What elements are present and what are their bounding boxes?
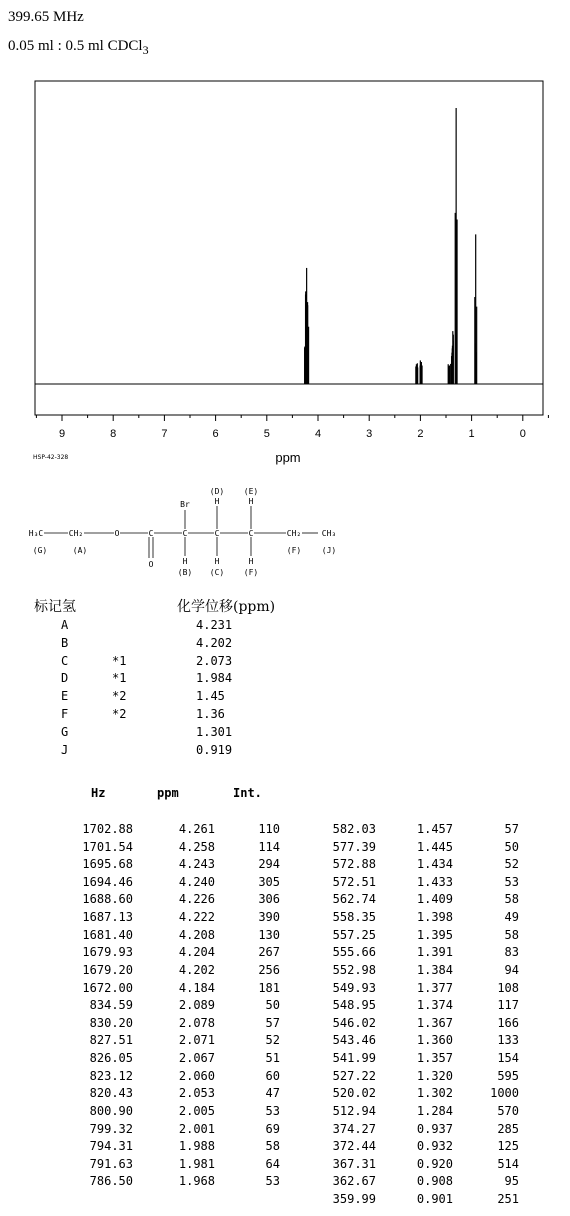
peak-ppm: 4.184 [178, 980, 215, 995]
peak-int: 52 [504, 857, 519, 872]
peak-hz: 541.99 [332, 1051, 376, 1066]
peak-table-row [0, 822, 570, 836]
shift-column-header: 化学位移(ppm) [177, 599, 276, 615]
tag-f-right: (F) [286, 546, 302, 555]
assignment-note: *2 [112, 689, 127, 704]
atom-ch3: CH₃ [321, 529, 337, 538]
peak-hz: 367.31 [332, 1156, 376, 1171]
peak-hz: 362.67 [332, 1174, 376, 1189]
assignment-row [0, 743, 300, 757]
peak-ppm: 1.457 [416, 822, 453, 836]
peak-int: 58 [504, 892, 519, 907]
peak-ppm: 0.932 [416, 1139, 453, 1154]
peak-int: 58 [265, 1139, 280, 1154]
assignment-row [0, 636, 300, 650]
peak-hz: 799.32 [89, 1121, 133, 1136]
peak-table-row [0, 840, 570, 854]
assignment-shift: 1.301 [196, 724, 233, 739]
ppm-header: ppm [157, 786, 179, 800]
peak-int: 125 [497, 1139, 519, 1154]
peak-ppm: 2.060 [178, 1068, 215, 1083]
peak-int: 570 [497, 1103, 519, 1118]
peak-int: 95 [504, 1174, 519, 1189]
atom-h-c: H [214, 557, 220, 566]
peak-table-row [0, 1139, 570, 1153]
peak-ppm: 4.202 [178, 962, 215, 977]
peak-table-row [0, 981, 570, 995]
atom-o-ester: O [114, 529, 120, 538]
x-axis-tick-label: 1 [468, 428, 475, 440]
peak-int: 57 [504, 822, 519, 836]
spectrum-peaks [305, 108, 477, 384]
assignment-row [0, 618, 300, 632]
peak-hz: 543.46 [332, 1033, 376, 1048]
atom-h-b: H [182, 557, 188, 566]
peak-ppm: 1.320 [416, 1068, 453, 1083]
atom-h-f: H [248, 557, 254, 566]
peak-hz: 823.12 [89, 1068, 133, 1083]
peak-int: 114 [258, 839, 280, 854]
atom-h-d: H [214, 497, 220, 506]
peak-int: 108 [497, 980, 519, 995]
tag-j: (J) [321, 546, 337, 555]
peak-ppm: 2.053 [178, 1086, 215, 1101]
atom-h3c: H₃C [28, 529, 44, 538]
peak-hz: 552.98 [332, 962, 376, 977]
x-axis-tick-label: 2 [417, 428, 424, 440]
peak-hz: 1679.93 [82, 945, 133, 960]
peak-ppm: 1.395 [416, 927, 453, 942]
peak-hz: 548.95 [332, 998, 376, 1013]
tag-f-bottom: (F) [243, 568, 259, 577]
x-axis-tick-labels [59, 428, 526, 440]
peak-ppm: 2.089 [178, 998, 215, 1013]
peak-hz: 572.88 [332, 857, 376, 872]
peak-hz: 820.43 [89, 1086, 133, 1101]
peak-hz: 1701.54 [82, 839, 133, 854]
peak-int: 47 [265, 1086, 280, 1101]
peak-hz: 786.50 [89, 1174, 133, 1189]
peak-hz: 827.51 [89, 1033, 133, 1048]
peak-ppm: 1.302 [416, 1086, 453, 1101]
peak-hz: 1681.40 [82, 927, 133, 942]
peak-ppm: 4.243 [178, 857, 215, 872]
peak-int: 514 [497, 1156, 519, 1171]
atom-ch2-right: CH₂ [286, 529, 302, 538]
peak-ppm: 4.258 [178, 839, 215, 854]
peak-hz: 1694.46 [82, 874, 133, 889]
peak-ppm: 1.360 [416, 1033, 453, 1048]
atom-o-carbonyl: O [148, 560, 154, 569]
atom-br: Br [180, 500, 190, 509]
peak-int: 110 [258, 822, 280, 836]
peak-int: 390 [258, 910, 280, 925]
peak-table-row [0, 1192, 570, 1206]
peak-ppm: 4.226 [178, 892, 215, 907]
peak-hz: 549.93 [332, 980, 376, 995]
peak-hz: 830.20 [89, 1015, 133, 1030]
peak-ppm: 2.001 [178, 1121, 215, 1136]
peak-int: 53 [504, 874, 519, 889]
peak-ppm: 1.357 [416, 1051, 453, 1066]
atom-h-e: H [248, 497, 254, 506]
assignment-row [0, 689, 300, 703]
peak-table-row [0, 963, 570, 977]
peak-table-row [0, 1104, 570, 1118]
peak-int: 1000 [490, 1086, 519, 1101]
peak-hz: 800.90 [89, 1103, 133, 1118]
peak-ppm: 2.078 [178, 1015, 215, 1030]
assignment-row [0, 725, 300, 739]
tag-b: (B) [177, 568, 193, 577]
peak-hz: 546.02 [332, 1015, 376, 1030]
peak-ppm: 1.284 [416, 1103, 453, 1118]
x-axis-tick-label: 6 [212, 428, 219, 440]
x-axis-tick-label: 8 [110, 428, 117, 440]
assignment-label: G [61, 724, 69, 739]
peak-int: 64 [265, 1156, 280, 1171]
peak-hz: 791.63 [89, 1156, 133, 1171]
peak-table-row [0, 857, 570, 871]
peak-ppm: 4.208 [178, 927, 215, 942]
peak-ppm: 1.433 [416, 874, 453, 889]
peak-hz: 572.51 [332, 874, 376, 889]
atom-c-beta: C [214, 529, 220, 538]
atom-c-gamma: C [248, 529, 254, 538]
peak-hz: 1695.68 [82, 857, 133, 872]
peak-hz: 1702.88 [82, 822, 133, 836]
peak-int: 52 [265, 1033, 280, 1048]
peak-table-row [0, 892, 570, 906]
x-axis-label: ppm [275, 450, 301, 465]
peak-hz: 558.35 [332, 910, 376, 925]
peak-hz: 582.03 [332, 822, 376, 836]
peak-table-row [0, 1051, 570, 1065]
peak-ppm: 0.937 [416, 1121, 453, 1136]
sample-text: 0.05 ml : 0.5 ml CDCl [8, 38, 143, 54]
tag-d: (D) [209, 487, 225, 496]
x-axis-tick-label: 0 [519, 428, 526, 440]
peak-int: 57 [265, 1015, 280, 1030]
peak-ppm: 0.920 [416, 1156, 453, 1171]
hz-header: Hz [91, 786, 106, 800]
label-column-header: 标记氢 [34, 599, 76, 615]
peak-table-row [0, 1033, 570, 1047]
peak-ppm: 4.261 [178, 822, 215, 836]
peak-hz: 512.94 [332, 1103, 376, 1118]
peak-table-row [0, 928, 570, 942]
peak-hz: 826.05 [89, 1051, 133, 1066]
x-axis-ticks [36, 415, 548, 421]
assignment-label: E [61, 689, 69, 704]
tag-g: (G) [32, 546, 48, 555]
peak-int: 130 [258, 927, 280, 942]
peak-hz: 359.99 [332, 1192, 376, 1207]
tag-c: (C) [209, 568, 225, 577]
x-axis-tick-label: 3 [366, 428, 373, 440]
peak-hz: 1679.20 [82, 962, 133, 977]
peak-ppm: 0.901 [416, 1192, 453, 1207]
plot-frame [35, 81, 543, 415]
peak-int: 256 [258, 962, 280, 977]
peak-ppm: 1.981 [178, 1156, 215, 1171]
peak-int: 83 [504, 945, 519, 960]
assignment-row [0, 654, 300, 668]
tag-a: (A) [72, 546, 88, 555]
assignment-label: F [61, 707, 69, 721]
peak-int: 166 [497, 1015, 519, 1030]
x-axis-tick-label: 7 [161, 428, 168, 440]
peak-int: 133 [497, 1033, 519, 1048]
peak-ppm: 4.222 [178, 910, 215, 925]
peak-int: 181 [258, 980, 280, 995]
atom-labels [29, 487, 336, 577]
peak-hz: 1687.13 [82, 910, 133, 925]
peak-hz: 555.66 [332, 945, 376, 960]
molecule-structure [28, 484, 348, 580]
peak-table-row [0, 1122, 570, 1136]
peak-int: 305 [258, 874, 280, 889]
peak-int: 53 [265, 1174, 280, 1189]
peak-int: 50 [265, 998, 280, 1013]
assignment-shift: 0.919 [196, 742, 233, 757]
assignment-label: A [61, 618, 69, 632]
peak-ppm: 4.240 [178, 874, 215, 889]
atom-ch2-left: CH₂ [68, 529, 84, 538]
peak-hz: 520.02 [332, 1086, 376, 1101]
peak-ppm: 1.374 [416, 998, 453, 1013]
peak-hz: 374.27 [332, 1121, 376, 1136]
peak-int: 53 [265, 1103, 280, 1118]
assignment-shift: 1.45 [196, 689, 225, 704]
spectrometer-frequency: 399.65 MHz [8, 9, 84, 25]
assignment-shift: 1.984 [196, 671, 233, 686]
peak-ppm: 2.005 [178, 1103, 215, 1118]
assignment-shift: 4.231 [196, 618, 233, 632]
peak-int: 51 [265, 1051, 280, 1066]
peak-ppm: 1.377 [416, 980, 453, 995]
x-axis-tick-label: 5 [263, 428, 270, 440]
peak-int: 595 [497, 1068, 519, 1083]
peak-hz: 562.74 [332, 892, 376, 907]
peak-int: 94 [504, 962, 519, 977]
peak-int: 285 [497, 1121, 519, 1136]
peak-ppm: 1.367 [416, 1015, 453, 1030]
peak-int: 294 [258, 857, 280, 872]
peak-int: 60 [265, 1068, 280, 1083]
peak-ppm: 2.067 [178, 1051, 215, 1066]
peak-ppm: 0.908 [416, 1174, 453, 1189]
atom-c-alpha: C [182, 529, 188, 538]
assignment-shift: 2.073 [196, 653, 233, 668]
peak-int: 267 [258, 945, 280, 960]
peak-ppm: 1.391 [416, 945, 453, 960]
peak-table-row [0, 1174, 570, 1188]
peak-ppm: 1.384 [416, 962, 453, 977]
peak-table-row [0, 998, 570, 1012]
peak-table-row [0, 875, 570, 889]
peak-hz: 1688.60 [82, 892, 133, 907]
peak-ppm: 1.434 [416, 857, 453, 872]
peak-int: 117 [497, 998, 519, 1013]
peak-hz: 372.44 [332, 1139, 376, 1154]
assignment-note: *1 [112, 653, 127, 668]
peak-int: 69 [265, 1121, 280, 1136]
x-axis-tick-label: 9 [58, 428, 66, 440]
peak-hz: 577.39 [332, 839, 376, 854]
atom-c-carbonyl: C [148, 529, 154, 538]
assignment-row [0, 671, 300, 685]
x-axis-tick-label: 4 [314, 428, 322, 440]
tag-e: (E) [243, 487, 259, 496]
assignment-label: J [61, 742, 69, 757]
peak-ppm: 1.445 [416, 839, 453, 854]
peak-int: 154 [497, 1051, 519, 1066]
assignment-label: C [61, 653, 69, 668]
int-header: Int. [233, 786, 262, 800]
assignment-note: *1 [112, 671, 127, 686]
assignment-row [0, 707, 300, 721]
peak-ppm: 4.204 [178, 945, 215, 960]
assignment-note: *2 [112, 707, 127, 721]
assignment-label: B [61, 635, 69, 650]
peak-hz: 794.31 [89, 1139, 133, 1154]
spectrum-code: HSP-42-328 [33, 454, 69, 461]
peak-hz: 527.22 [332, 1068, 376, 1083]
peak-table-row [0, 1157, 570, 1171]
peak-hz: 834.59 [89, 998, 133, 1013]
peak-table-row [0, 910, 570, 924]
sample-subscript: 3 [142, 43, 149, 57]
peak-ppm: 1.988 [178, 1139, 215, 1154]
peak-int: 49 [504, 910, 519, 925]
peak-table-row [0, 1086, 570, 1100]
peak-ppm: 1.398 [416, 910, 453, 925]
peak-table-row [0, 1069, 570, 1083]
assignment-shift: 4.202 [196, 635, 233, 650]
peak-ppm: 1.968 [178, 1174, 215, 1189]
peak-int: 251 [497, 1192, 519, 1207]
peak-ppm: 2.071 [178, 1033, 215, 1048]
peak-hz: 1672.00 [82, 980, 133, 995]
peak-table-row [0, 945, 570, 959]
assignment-shift: 1.36 [196, 707, 225, 721]
peak-hz: 557.25 [332, 927, 376, 942]
peak-int: 50 [504, 839, 519, 854]
peak-int: 306 [258, 892, 280, 907]
peak-int: 58 [504, 927, 519, 942]
peak-ppm: 1.409 [416, 892, 453, 907]
assignment-label: D [61, 671, 69, 686]
nmr-spectrum-chart [0, 0, 570, 470]
peak-table-row [0, 1016, 570, 1030]
